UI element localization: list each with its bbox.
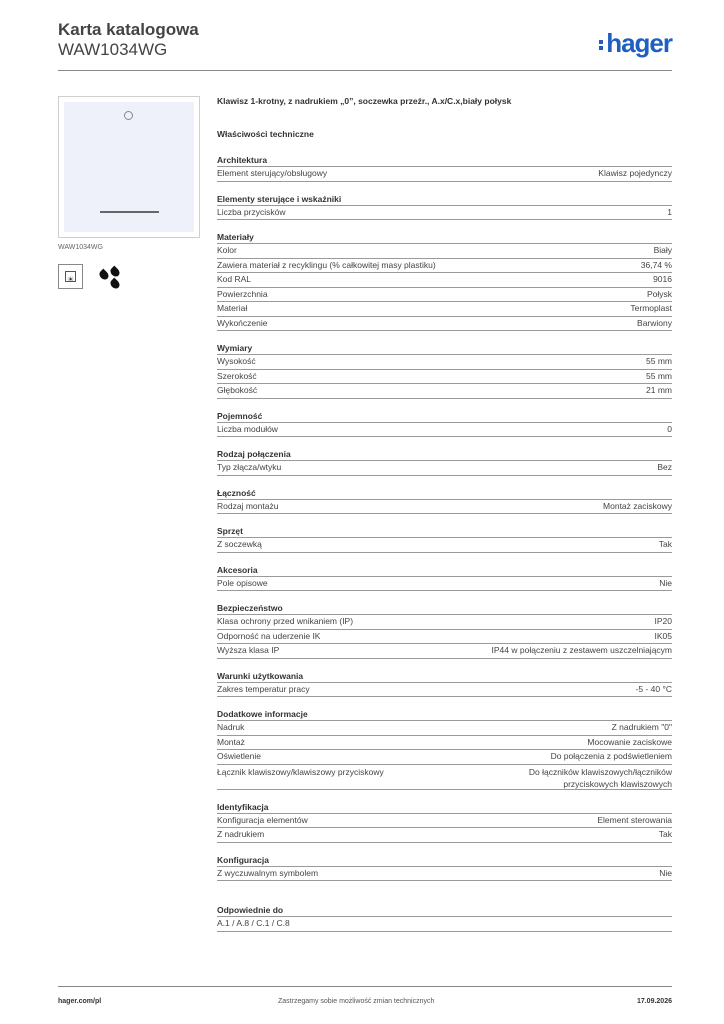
section-title: Łączność bbox=[217, 487, 256, 498]
logo-text: hager bbox=[606, 28, 672, 58]
spec-label: Montaż bbox=[217, 736, 245, 747]
spec-value: Do połączenia z podświetleniem bbox=[550, 751, 672, 761]
spec-value: Klawisz pojedynczy bbox=[598, 168, 672, 178]
footer-note: Zastrzegamy sobie możliwość zmian technicznych bbox=[278, 998, 435, 1005]
section-title: Wymiary bbox=[217, 343, 253, 353]
spec-label: Wykończenie bbox=[217, 317, 268, 328]
spec-label: Typ złącza/wtyku bbox=[217, 462, 282, 472]
spec-section bbox=[217, 525, 672, 553]
spec-value: IP20 bbox=[654, 616, 672, 626]
spec-value: 0 bbox=[667, 423, 672, 434]
spec-sections bbox=[217, 154, 672, 881]
footer-date: 17.09.2026 bbox=[636, 998, 672, 1005]
spec-value: Do łączników klawiszowych/łączników przyciskowych klawiszowych bbox=[528, 766, 672, 789]
spec-row bbox=[217, 499, 672, 515]
section-title: Sprzęt bbox=[217, 526, 243, 536]
spec-label: Oświetlenie bbox=[217, 751, 261, 761]
spec-value: Bez bbox=[657, 462, 672, 472]
spec-value: 21 mm bbox=[646, 385, 672, 395]
section-title: Pojemność bbox=[217, 410, 263, 421]
section-title: Identyfikacja bbox=[217, 801, 269, 812]
spec-row bbox=[217, 576, 672, 592]
section-title: Elementy sterujące i wskaźniki bbox=[217, 193, 342, 204]
product-code: WAW1034WG bbox=[58, 40, 168, 59]
page-footer bbox=[58, 986, 672, 1010]
drops-icon bbox=[97, 264, 122, 289]
spec-row bbox=[217, 764, 672, 790]
section-title: Bezpieczeństwo bbox=[217, 603, 283, 613]
spec-section bbox=[217, 670, 672, 698]
spec-row bbox=[217, 258, 672, 273]
spec-label: Liczba przycisków bbox=[217, 206, 286, 217]
spec-section bbox=[217, 154, 672, 182]
spec-row bbox=[217, 682, 672, 698]
spec-row bbox=[217, 720, 672, 735]
spec-section bbox=[217, 193, 672, 221]
image-caption: WAW1034WG bbox=[58, 244, 103, 251]
spec-row bbox=[217, 460, 672, 476]
spec-row bbox=[217, 383, 672, 399]
spec-label: Odporność na uderzenie IK bbox=[217, 630, 321, 641]
spec-section bbox=[217, 801, 672, 843]
spec-row bbox=[217, 537, 672, 553]
spec-section bbox=[217, 448, 672, 476]
lighting-icon: ☀ bbox=[58, 264, 83, 289]
spec-row bbox=[217, 354, 672, 369]
section-title: Rodzaj połączenia bbox=[217, 449, 291, 459]
spec-row bbox=[217, 316, 672, 332]
spec-label: Nadruk bbox=[217, 722, 245, 732]
section-title: Materiały bbox=[217, 232, 254, 242]
spec-label: Łącznik klawiszowy/klawiszowy przyciskowy bbox=[217, 766, 384, 777]
spec-label: Wysokość bbox=[217, 356, 256, 366]
spec-value: Połysk bbox=[646, 288, 672, 299]
spec-value: Nie bbox=[659, 577, 672, 588]
spec-row bbox=[217, 369, 672, 384]
logo-dots-icon bbox=[599, 38, 604, 52]
section-title: Architektura bbox=[217, 155, 268, 165]
spec-value: Mocowanie zaciskowe bbox=[587, 736, 672, 747]
spec-label: Kod RAL bbox=[217, 274, 252, 284]
spec-label: Klasa ochrony przed wnikaniem (IP) bbox=[217, 616, 354, 626]
spec-row bbox=[217, 866, 672, 882]
section-title: Dodatkowe informacje bbox=[217, 709, 308, 719]
spec-value: -5 - 40 °C bbox=[635, 683, 672, 694]
spec-section bbox=[217, 708, 672, 790]
header-divider bbox=[58, 70, 672, 71]
spec-section bbox=[217, 410, 672, 438]
spec-value: 55 mm bbox=[646, 370, 672, 381]
spec-row bbox=[217, 272, 672, 287]
spec-label: Pole opisowe bbox=[217, 577, 268, 588]
spec-value: 36,74 % bbox=[640, 259, 672, 270]
spec-value: Nie bbox=[659, 867, 672, 878]
spec-label: Materiał bbox=[217, 303, 248, 313]
suitable-title: Odpowiednie do bbox=[217, 905, 284, 915]
section-title: Akcesoria bbox=[217, 564, 258, 575]
spec-label: Wyższa klasa IP bbox=[217, 645, 280, 655]
spec-row bbox=[217, 813, 672, 828]
spec-label: Z soczewką bbox=[217, 539, 262, 549]
spec-section bbox=[217, 854, 672, 882]
spec-label: Liczba modułów bbox=[217, 423, 278, 434]
spec-row bbox=[217, 166, 672, 182]
spec-label: Element sterujący/obsługowy bbox=[217, 168, 328, 178]
spec-label: Głębokość bbox=[217, 385, 258, 395]
spec-value: Tak bbox=[658, 539, 672, 549]
suitable-section bbox=[217, 904, 672, 932]
section-title: Warunki użytkowania bbox=[217, 670, 304, 681]
spec-row bbox=[217, 205, 672, 221]
spec-value: IK05 bbox=[654, 630, 672, 641]
spec-row bbox=[217, 287, 672, 302]
spec-value: 1 bbox=[667, 206, 672, 217]
spec-label: Kolor bbox=[217, 245, 237, 255]
switch-line-icon bbox=[100, 211, 159, 213]
spec-value: Montaż zaciskowy bbox=[603, 500, 672, 511]
spec-value: Element sterowania bbox=[597, 814, 672, 825]
spec-label: Rodzaj montażu bbox=[217, 500, 279, 511]
spec-label: Konfiguracja elementów bbox=[217, 814, 308, 825]
spec-value: Biały bbox=[653, 245, 672, 255]
spec-section bbox=[217, 487, 672, 515]
spec-row bbox=[217, 243, 672, 258]
spec-label: Z nadrukiem bbox=[217, 829, 265, 839]
spec-row bbox=[217, 422, 672, 438]
suitable-row bbox=[217, 916, 672, 932]
suitable-value: A.1 / A.8 / C.1 / C.8 bbox=[217, 918, 290, 928]
section-title: Konfiguracja bbox=[217, 854, 269, 865]
spec-value: 55 mm bbox=[646, 356, 672, 366]
spec-value: Termoplast bbox=[630, 303, 672, 313]
spec-row bbox=[217, 629, 672, 644]
spec-value: 9016 bbox=[653, 274, 672, 284]
spec-value: Barwiony bbox=[637, 317, 672, 328]
product-image bbox=[58, 96, 200, 238]
document-title: Karta katalogowa bbox=[58, 20, 199, 39]
spec-row bbox=[217, 614, 672, 629]
specifications bbox=[217, 92, 672, 932]
spec-row bbox=[217, 643, 672, 659]
spec-label: Zawiera materiał z recyklingu (% całkowitej masy plastiku) bbox=[217, 259, 436, 270]
spec-label: Szerokość bbox=[217, 370, 257, 381]
spec-value: Z nadrukiem "0" bbox=[611, 722, 672, 732]
hager-logo bbox=[599, 28, 672, 59]
led-lens-icon bbox=[124, 111, 133, 120]
spec-section bbox=[217, 342, 672, 399]
spec-label: Zakres temperatur pracy bbox=[217, 683, 310, 694]
spec-section bbox=[217, 231, 672, 331]
page-header bbox=[58, 20, 199, 60]
product-description: Klawisz 1-krotny, z nadrukiem „0”, soczewka przeźr., A.x/C.x,biały połysk bbox=[217, 96, 512, 106]
footer-website[interactable]: hager.com/pl bbox=[58, 998, 102, 1005]
properties-title: Właściwości techniczne bbox=[217, 129, 314, 139]
spec-row bbox=[217, 827, 672, 843]
spec-label: Powierzchnia bbox=[217, 288, 268, 299]
spec-value: IP44 w połączeniu z zestawem uszczelniającym bbox=[491, 645, 672, 655]
spec-row bbox=[217, 749, 672, 764]
spec-row bbox=[217, 301, 672, 316]
spec-section bbox=[217, 602, 672, 659]
spec-label: Z wyczuwalnym symbolem bbox=[217, 867, 319, 878]
spec-row bbox=[217, 735, 672, 750]
spec-section bbox=[217, 564, 672, 592]
spec-value: Tak bbox=[658, 829, 672, 839]
